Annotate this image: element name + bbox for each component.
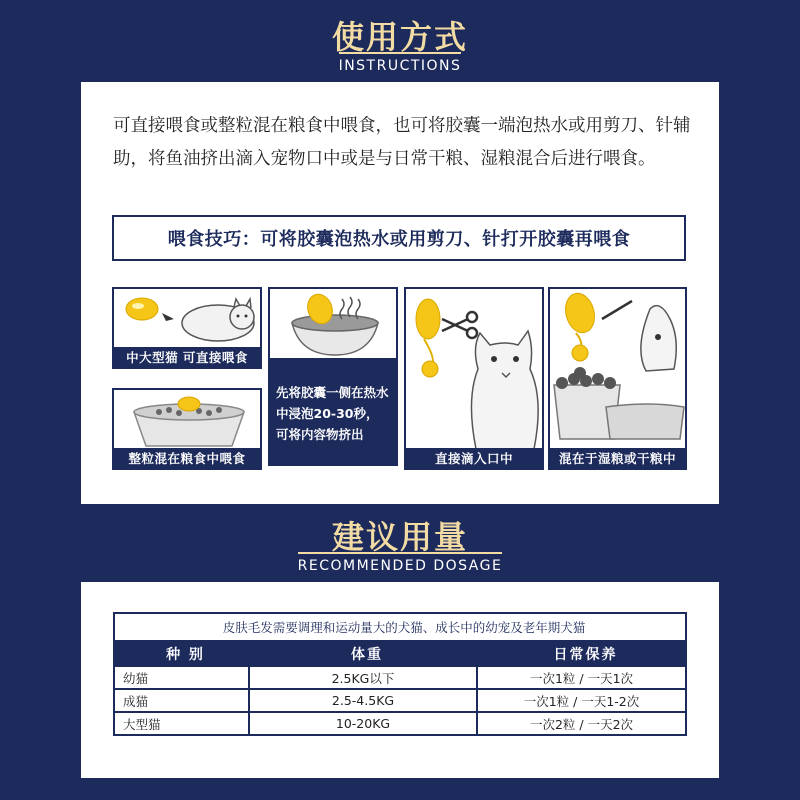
row-weight: 2.5-4.5KG bbox=[249, 689, 477, 712]
dog-food-bowl-icon bbox=[550, 289, 687, 452]
capsule-cat-icon bbox=[114, 289, 262, 351]
bowl-kibble-icon bbox=[114, 390, 262, 452]
dosage-subtitle-wrap bbox=[0, 552, 800, 574]
cat-scissors-icon bbox=[406, 289, 544, 452]
dosage-title: 建议用量 bbox=[331, 518, 468, 556]
illustration-soak bbox=[268, 287, 398, 359]
dosage-subtitle: RECOMMENDED DOSAGE bbox=[298, 552, 503, 574]
caption-drip-mouth: 直接滴入口中 bbox=[406, 448, 542, 468]
table-row bbox=[114, 689, 686, 712]
row-weight: 10-20KG bbox=[249, 712, 477, 735]
usage-subtitle-wrap bbox=[0, 52, 800, 74]
dosage-header-row bbox=[114, 641, 686, 666]
row-weight: 2.5KG以下 bbox=[249, 666, 477, 689]
dosage-caption: 皮肤毛发需要调理和运动量大的犬猫、成长中的幼宠及老年期犬猫 bbox=[114, 613, 686, 641]
feeding-tip: 喂食技巧：可将胶囊泡热水或用剪刀、针打开胶囊再喂食 bbox=[112, 215, 686, 261]
header-type: 种 别 bbox=[114, 641, 249, 666]
row-daily: 一次1粒 / 一天1次 bbox=[477, 666, 686, 689]
illustration-direct-feed bbox=[112, 287, 262, 369]
illustration-drip-mouth bbox=[404, 287, 544, 470]
caption-mix-wet-dry: 混在于湿粮或干粮中 bbox=[550, 448, 685, 468]
caption-direct: 中大型猫 可直接喂食 bbox=[114, 347, 260, 367]
header-daily: 日常保养 bbox=[477, 641, 686, 666]
hot-water-bowl-icon bbox=[270, 289, 398, 359]
row-type: 大型猫 bbox=[114, 712, 249, 735]
usage-title: 使用方式 bbox=[331, 18, 468, 56]
dosage-caption-row bbox=[114, 613, 686, 641]
usage-intro: 可直接喂食或整粒混在粮食中喂食，也可将胶囊一端泡热水或用剪刀、针辅助，将鱼油挤出滴入宠物口中或是与日常干粮、湿粮混合后进行喂食。 bbox=[113, 116, 691, 169]
table-row bbox=[114, 712, 686, 735]
caption-mix-food: 整粒混在粮食中喂食 bbox=[114, 448, 260, 468]
dosage-table bbox=[113, 612, 687, 736]
soak-note: 先将胶囊一侧在热水中浸泡20-30秒，可将内容物挤出 bbox=[268, 358, 398, 466]
row-daily: 一次1粒 / 一天1-2次 bbox=[477, 689, 686, 712]
row-type: 成猫 bbox=[114, 689, 249, 712]
row-daily: 一次2粒 / 一天2次 bbox=[477, 712, 686, 735]
header-weight: 体重 bbox=[249, 641, 477, 666]
illustration-mix-food bbox=[112, 388, 262, 470]
illustration-mix-wet-dry bbox=[548, 287, 687, 470]
usage-subtitle: INSTRUCTIONS bbox=[339, 52, 462, 74]
table-row bbox=[114, 666, 686, 689]
row-type: 幼猫 bbox=[114, 666, 249, 689]
